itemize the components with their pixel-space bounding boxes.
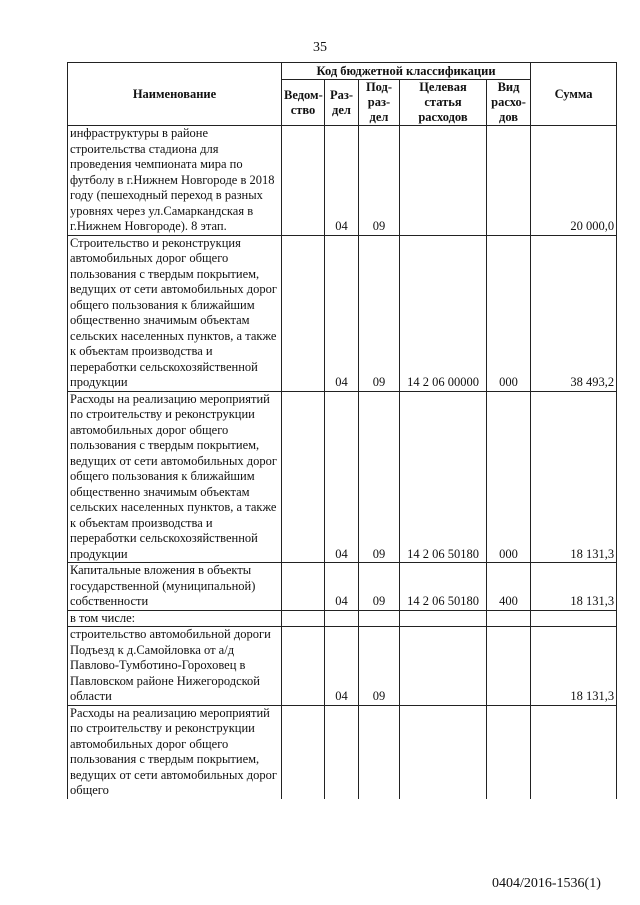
row-amount: 38 493,2 (531, 235, 617, 391)
row-expense-type (487, 627, 531, 706)
row-subsection: 09 (359, 391, 400, 563)
row-target-item (400, 126, 487, 236)
row-subsection: 09 (359, 126, 400, 236)
table-row (68, 126, 617, 236)
row-subsection: 09 (359, 627, 400, 706)
row-department (282, 563, 325, 611)
row-amount: 20 000,0 (531, 126, 617, 236)
row-amount (531, 705, 617, 799)
table-row (68, 563, 617, 611)
row-subsection: 09 (359, 235, 400, 391)
document-code: 0404/2016-1536(1) (492, 876, 601, 891)
budget-table (67, 62, 617, 799)
table-row (68, 610, 617, 627)
header-subsection: Под- раз- дел (359, 80, 400, 126)
header-section: Раз- дел (325, 80, 359, 126)
row-department (282, 235, 325, 391)
row-amount: 18 131,3 (531, 627, 617, 706)
page-number: 35 (313, 40, 327, 55)
row-department (282, 705, 325, 799)
row-name: инфраструктуры в районе строительства стадиона для проведения чемпионата мира по футболу в г.Нижнем Новгороде в 2018 году (пешеходный переход в разных уровнях через ул.Самаркандская в г.Нижнем Новгороде). 8 этап. (68, 126, 282, 236)
row-expense-type: 000 (487, 235, 531, 391)
row-section: 04 (325, 563, 359, 611)
table-row (68, 705, 617, 799)
row-target-item: 14 2 06 50180 (400, 563, 487, 611)
row-expense-type: 400 (487, 563, 531, 611)
row-target-item: 14 2 06 50180 (400, 391, 487, 563)
table-row (68, 235, 617, 391)
row-section (325, 610, 359, 627)
row-expense-type (487, 705, 531, 799)
row-amount: 18 131,3 (531, 563, 617, 611)
header-target-item: Целевая статья расходов (400, 80, 487, 126)
row-amount (531, 610, 617, 627)
row-subsection (359, 610, 400, 627)
row-expense-type (487, 610, 531, 627)
row-subsection: 09 (359, 563, 400, 611)
row-name: в том числе: (68, 610, 282, 627)
header-department: Ведом- ство (282, 80, 325, 126)
row-department (282, 627, 325, 706)
row-target-item (400, 627, 487, 706)
row-section: 04 (325, 627, 359, 706)
row-target-item (400, 705, 487, 799)
row-section: 04 (325, 391, 359, 563)
row-section: 04 (325, 126, 359, 236)
header-expense-type: Вид расхо- дов (487, 80, 531, 126)
row-name: Расходы на реализацию мероприятий по строительству и реконструкции автомобильных дорог общего пользования с твердым покрытием, ведущих от сети автомобильных дорог общего (68, 705, 282, 799)
header-amount: Сумма (531, 63, 617, 126)
row-amount: 18 131,3 (531, 391, 617, 563)
row-subsection (359, 705, 400, 799)
row-target-item (400, 610, 487, 627)
row-target-item: 14 2 06 00000 (400, 235, 487, 391)
row-expense-type (487, 126, 531, 236)
header-name: Наименование (68, 63, 282, 126)
row-section (325, 705, 359, 799)
row-name: Расходы на реализацию мероприятий по строительству и реконструкции автомобильных дорог общего пользования с твердым покрытием, ведущих от сети автомобильных дорог общего пользования к ближайшим общественно значимым объектам сельских населенных пунктов, а также к объектам производства и переработки сельскохозяйственной продукции (68, 391, 282, 563)
header-classification-code: Код бюджетной классификации (282, 63, 531, 80)
row-name: Капитальные вложения в объекты государственной (муниципальной) собственности (68, 563, 282, 611)
row-name: Строительство и реконструкция автомобильных дорог общего пользования с твердым покрытием, ведущих от сети автомобильных дорог общего пользования к ближайшим общественно значимым объектам сельских населенных пунктов, а также к объектам производства и переработки сельскохозяйственной продукции (68, 235, 282, 391)
row-department (282, 391, 325, 563)
row-section: 04 (325, 235, 359, 391)
row-department (282, 610, 325, 627)
row-name: строительство автомобильной дороги Подъезд к д.Самойловка от а/д Павлово-Тумботино-Гороховец в Павловском районе Нижегородской области (68, 627, 282, 706)
table-row (68, 627, 617, 706)
table-row (68, 391, 617, 563)
row-department (282, 126, 325, 236)
row-expense-type: 000 (487, 391, 531, 563)
